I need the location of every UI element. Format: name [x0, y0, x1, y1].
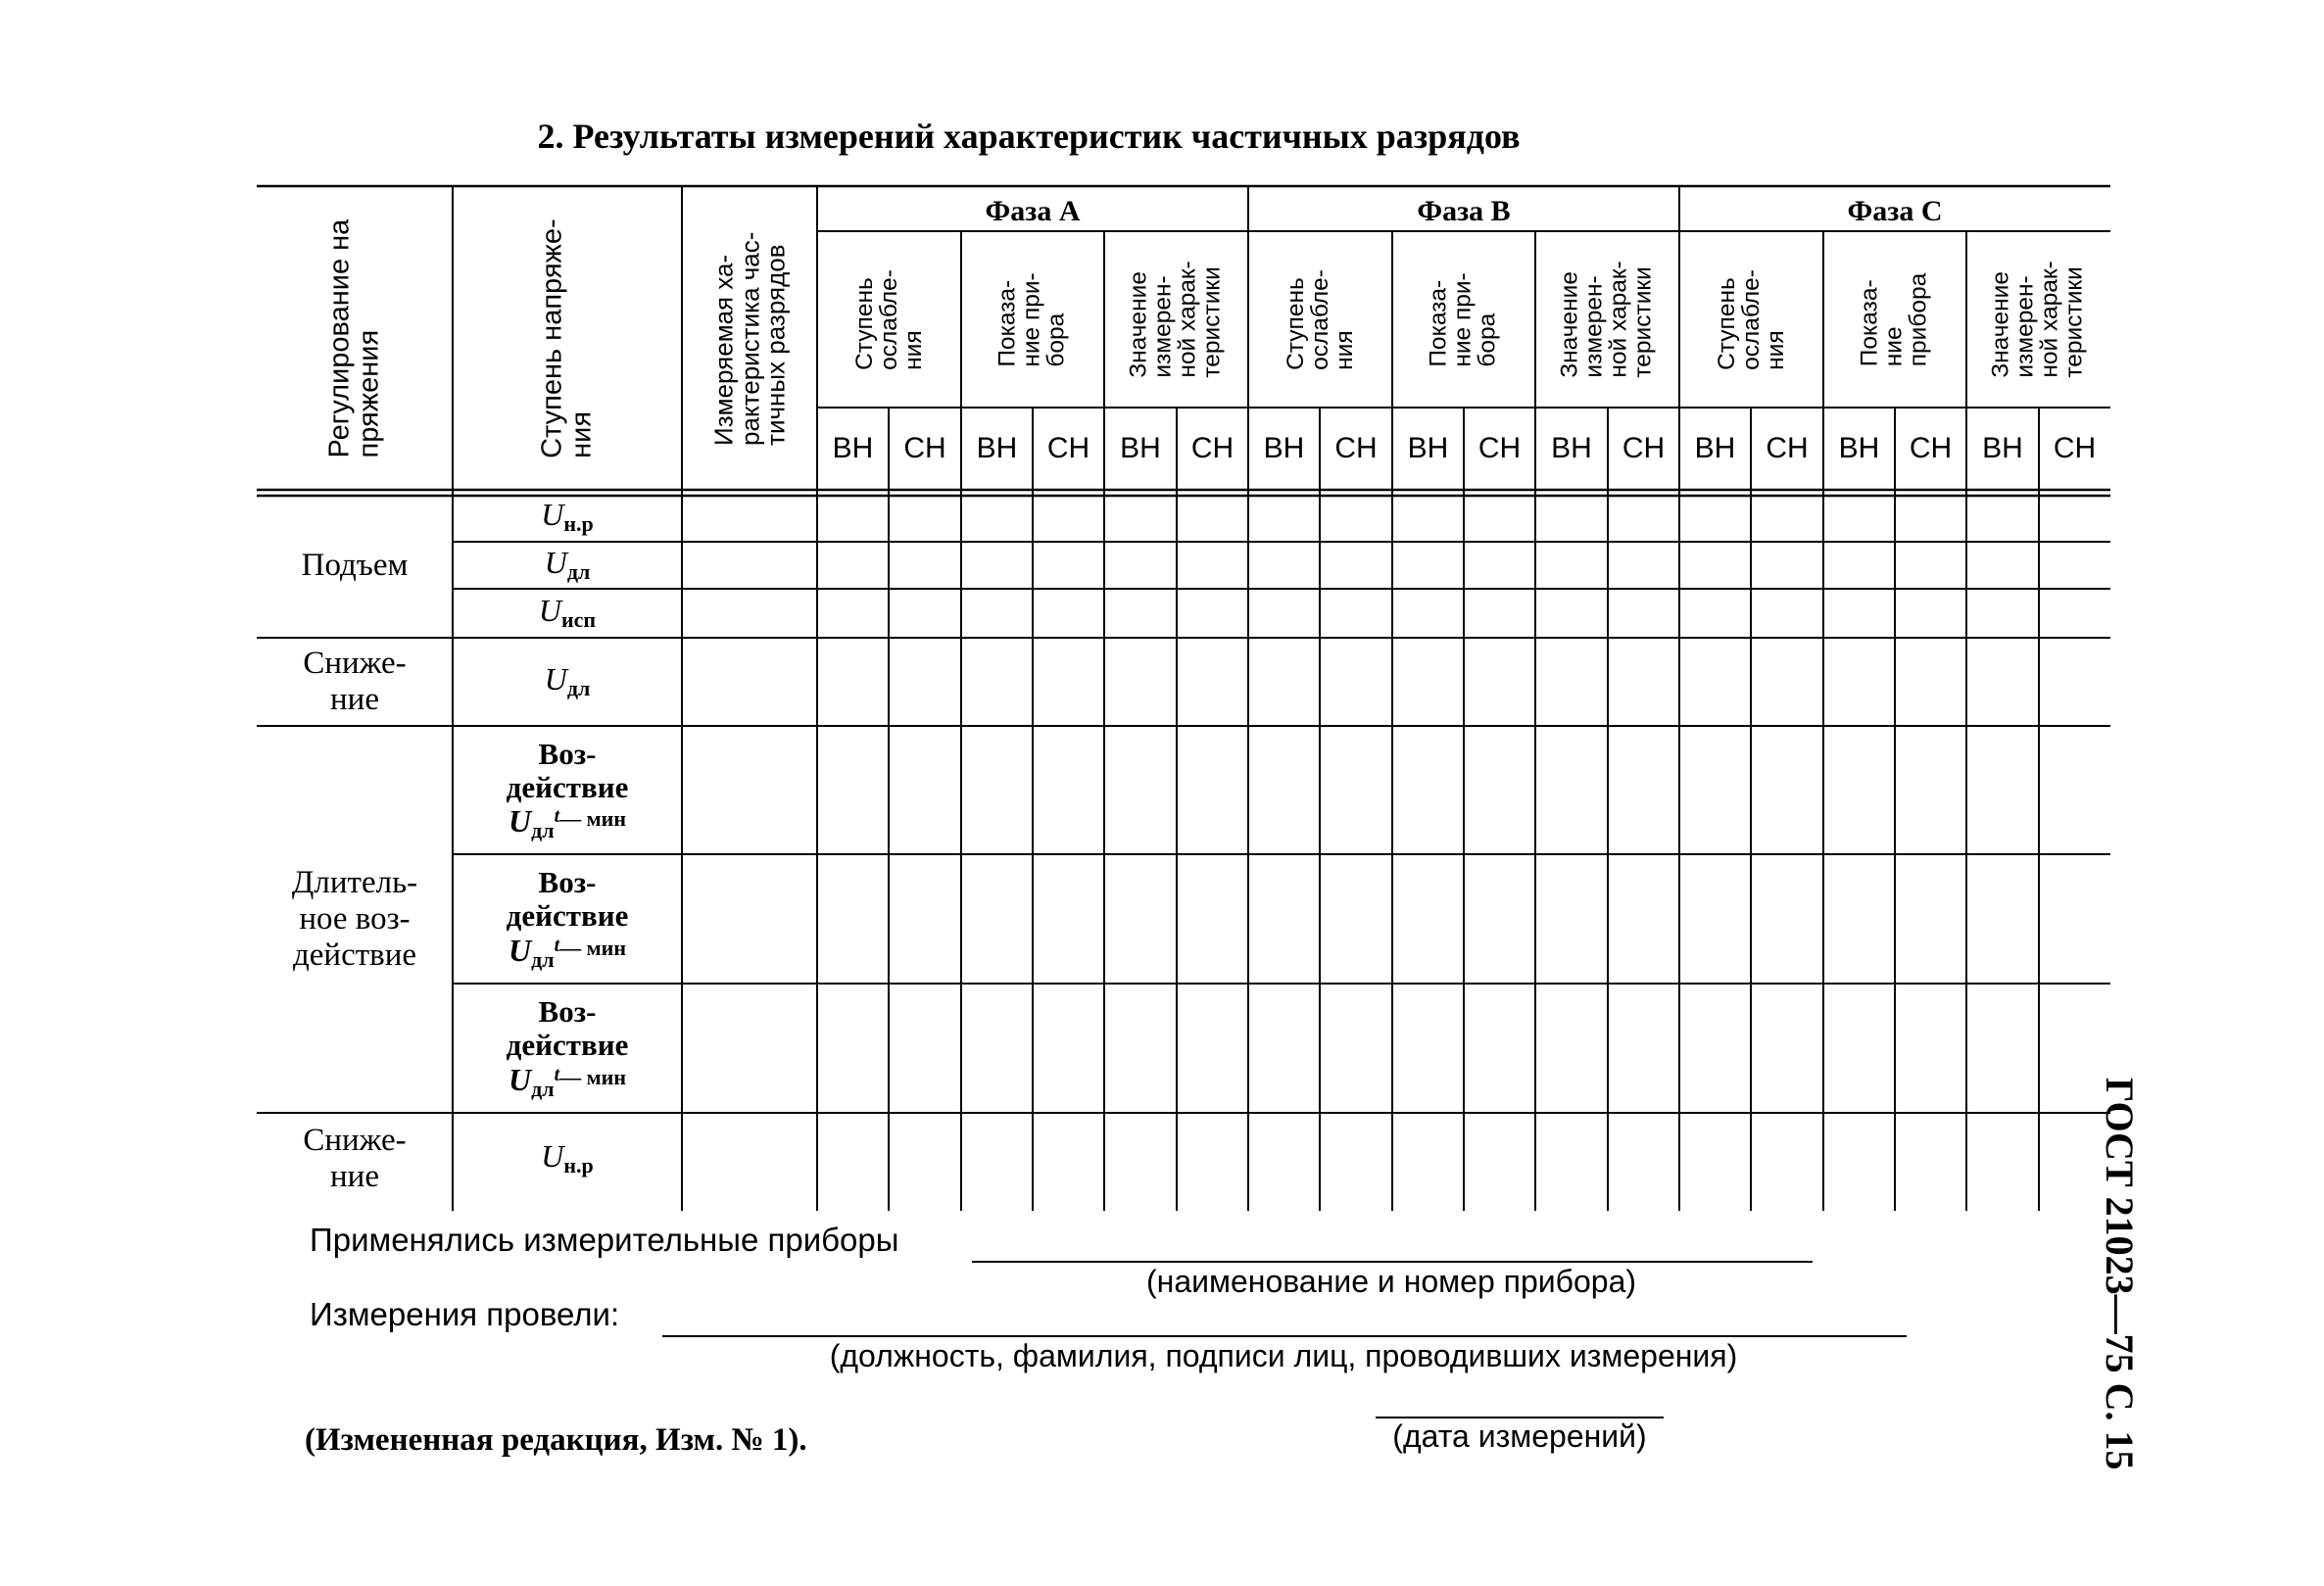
sn-header: СН — [2053, 432, 2097, 464]
performed-caption: (должность, фамилия, подписи лиц, проводивших измерения) — [829, 1338, 1738, 1373]
instruments-label: Применялись измерительные приборы — [310, 1222, 899, 1258]
phase-b-header: Фаза В — [1417, 195, 1511, 227]
phase-c-reading-header: Показа- ние прибора — [1856, 272, 1932, 366]
performed-label: Измерения провели: — [310, 1296, 620, 1332]
row-group-decrease-1: Сниже- ние — [303, 646, 407, 717]
vn-header: ВН — [1263, 432, 1305, 464]
sn-header: СН — [903, 432, 946, 464]
sn-header: СН — [1190, 432, 1235, 464]
vn-header: ВН — [976, 432, 1018, 464]
instruments-caption: (наименование и номер прибора) — [1145, 1264, 1637, 1299]
sn-header: СН — [1909, 432, 1953, 464]
phase-b-attenuation-header: Ступень ослабле- ния — [1282, 268, 1358, 370]
header-characteristic: Измеряемая ха- рактеристика час- тичных разрядов — [708, 231, 791, 447]
step-u-dl-decrease: $U_{дл}$ — [544, 661, 591, 701]
step-u-dl: $U_{дл}$ — [544, 545, 591, 585]
performed-field[interactable] — [662, 1335, 1907, 1337]
page-title: 2. Результаты измерений характеристик частичных разрядов — [537, 117, 1521, 156]
sn-header: СН — [1622, 432, 1666, 464]
vn-header: ВН — [1407, 432, 1449, 464]
step-u-nr-final: $U_{н.р}$ — [541, 1138, 594, 1178]
side-label: ГОСТ 21023—75 С. 15 — [2098, 1078, 2142, 1470]
phase-a-attenuation-header: Ступень ослабле- ния — [850, 268, 927, 370]
vn-header: ВН — [832, 432, 874, 464]
vn-header: ВН — [1551, 432, 1592, 464]
vn-header: ВН — [1120, 432, 1161, 464]
vn-header: ВН — [1694, 432, 1736, 464]
step-u-nr: $U_{н.р}$ — [541, 497, 594, 537]
row-group-rise: Подъем — [301, 547, 409, 583]
phase-b-value-header: Значение измерен- ной харак- теристики — [1557, 261, 1657, 378]
row-group-long-exposure: Длитель- ное воз- действие — [291, 865, 418, 973]
step-u-isp: $U_{исп}$ — [538, 593, 597, 633]
header-voltage-step: Ступень напряже- ния — [536, 218, 598, 459]
vn-header: ВН — [1982, 432, 2023, 464]
phase-c-header: Фаза С — [1847, 195, 1943, 227]
sn-header: СН — [1766, 432, 1809, 464]
header-regulation: Регулирование на пряжения — [323, 219, 384, 458]
phase-c-attenuation-header: Ступень ослабле- ния — [1713, 268, 1789, 370]
step-exposure-3: Воз- действие $U_{дл}^t—$ мин — [506, 994, 629, 1101]
date-caption: (дата измерений) — [1392, 1418, 1647, 1454]
vn-header: ВН — [1838, 432, 1880, 464]
sn-header: СН — [1334, 432, 1378, 464]
sn-header: СН — [1477, 432, 1522, 464]
phase-c-value-header: Значение измерен- ной харак- теристики — [1988, 261, 2088, 378]
revision-note: (Измененная редакция, Изм. № 1). — [305, 1422, 807, 1458]
sn-header: СН — [1046, 432, 1090, 464]
phase-a-reading-header: Показа- ние при- бора — [993, 271, 1070, 367]
row-group-decrease-2: Сниже- ние — [303, 1123, 407, 1194]
phase-b-reading-header: Показа- ние при- бора — [1425, 271, 1501, 367]
step-exposure-1: Воз- действие $U_{дл}^t—$ мин — [506, 736, 629, 842]
instruments-field[interactable] — [972, 1261, 1813, 1263]
phase-a-header: Фаза А — [985, 195, 1081, 227]
step-exposure-2: Воз- действие $U_{дл}^t—$ мин — [506, 865, 629, 972]
phase-a-value-header: Значение измерен- ной харак- теристики — [1126, 261, 1226, 378]
